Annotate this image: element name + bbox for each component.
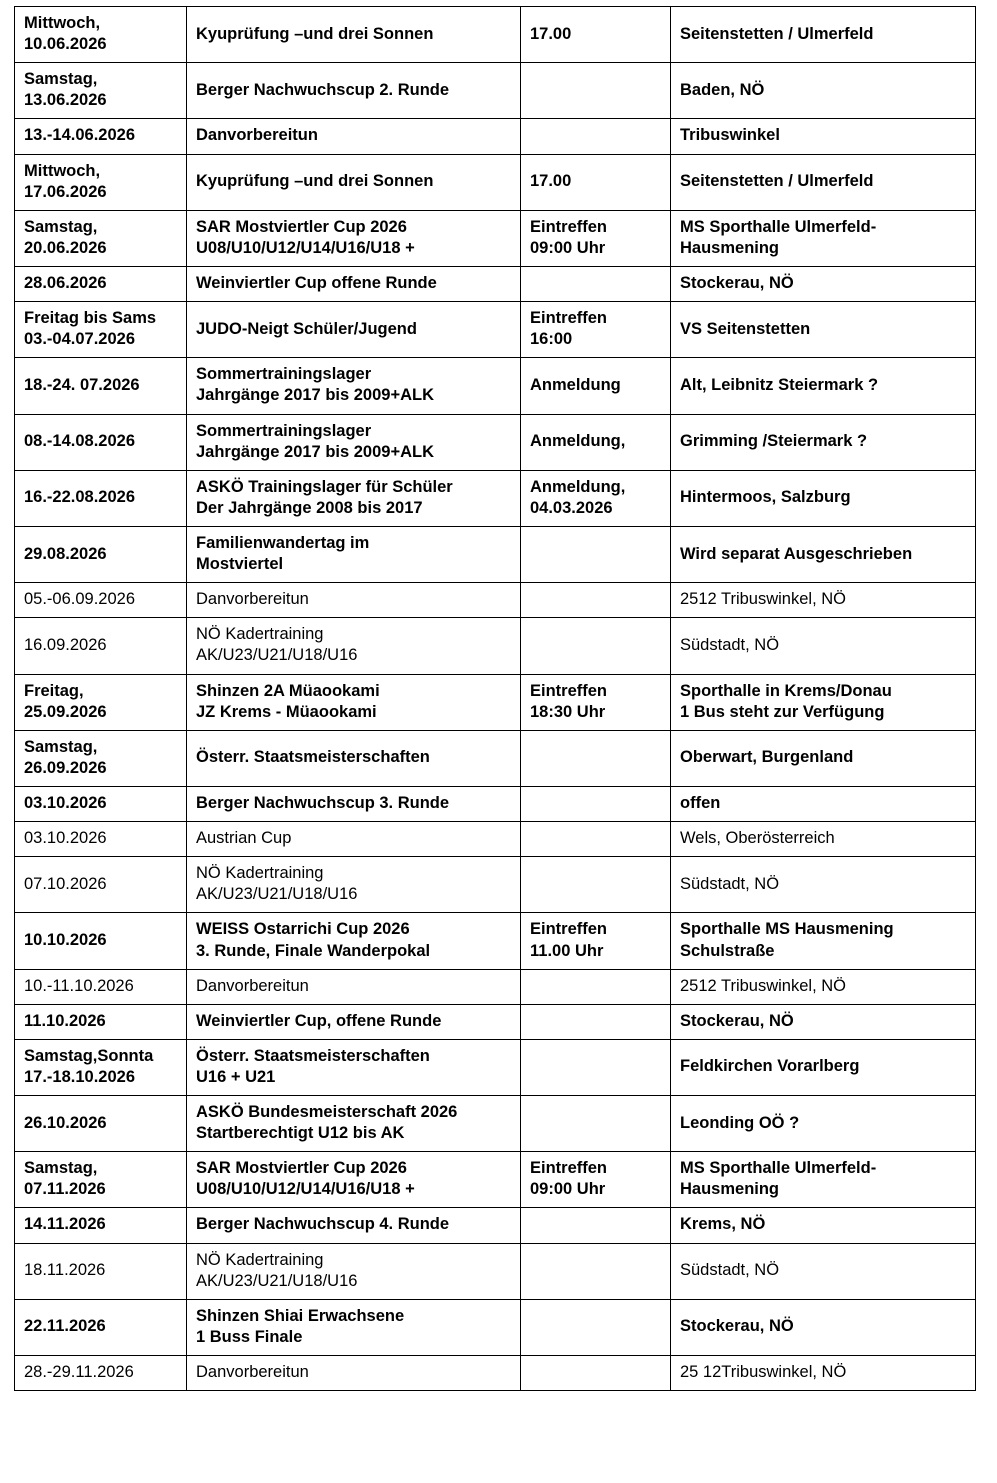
table-row	[15, 618, 976, 674]
cell-place	[671, 119, 976, 154]
cell-date-line: Samstag,Sonnta	[24, 1046, 154, 1065]
cell-place-line: MS Sporthalle Ulmerfeld-	[680, 1159, 877, 1178]
cell-event-line: Mostviertel	[196, 555, 284, 574]
cell-time	[521, 1096, 671, 1152]
cell-place-line: Schulstraße	[680, 941, 775, 960]
cell-place-line: MS Sporthalle Ulmerfeld-	[680, 217, 877, 236]
cell-date-line: 16.09.2026	[24, 635, 107, 654]
cell-time	[521, 470, 671, 526]
cell-place	[671, 1208, 976, 1243]
cell-event-line: 1 Buss Finale	[196, 1327, 303, 1346]
cell-date-line: Samstag,	[24, 70, 98, 89]
table-row	[15, 913, 976, 969]
cell-time	[521, 730, 671, 786]
cell-date-line: Mittwoch,	[24, 14, 101, 32]
cell-place-line: Feldkirchen Vorarlberg	[680, 1057, 860, 1076]
cell-place	[671, 154, 976, 210]
cell-place	[671, 526, 976, 582]
cell-event	[187, 1039, 521, 1095]
cell-event	[187, 1208, 521, 1243]
cell-date-line: 10.10.2026	[24, 930, 107, 949]
table-row	[15, 1152, 976, 1208]
cell-place	[671, 470, 976, 526]
cell-date-line: Samstag,	[24, 737, 98, 756]
cell-place-line: 25 12Tribuswinkel, NÖ	[680, 1363, 847, 1382]
cell-place-line: Südstadt, NÖ	[680, 635, 780, 654]
cell-time	[521, 618, 671, 674]
cell-event-line: Danvorbereitun	[196, 126, 318, 145]
cell-event-line: Danvorbereitun	[196, 1363, 309, 1382]
cell-time	[521, 302, 671, 358]
cell-date	[15, 730, 187, 786]
cell-event-line: SAR Mostviertler Cup 2026	[196, 217, 407, 236]
cell-event-line: Shinzen 2A Müaookami	[196, 681, 380, 700]
cell-event-line: Österr. Staatsmeisterschaften	[196, 748, 430, 767]
cell-event-line: JZ Krems - Müaookami	[196, 702, 377, 721]
cell-time	[521, 969, 671, 1004]
cell-event	[187, 730, 521, 786]
cell-date-line: 05.-06.09.2026	[24, 590, 136, 609]
table-row	[15, 210, 976, 266]
cell-place	[671, 1152, 976, 1208]
cell-time	[521, 63, 671, 119]
cell-place-line: Hausmening	[680, 1180, 780, 1199]
cell-event	[187, 266, 521, 301]
cell-event-line: Berger Nachwuchscup 4. Runde	[196, 1215, 450, 1234]
cell-date-line: 14.11.2026	[24, 1215, 106, 1234]
schedule-table-body	[15, 7, 976, 1391]
cell-date-line: 25.09.2026	[24, 702, 107, 721]
cell-event	[187, 1004, 521, 1039]
cell-date	[15, 618, 187, 674]
cell-event-line: Berger Nachwuchscup 3. Runde	[196, 793, 450, 812]
table-row	[15, 1004, 976, 1039]
cell-event-line: U08/U10/U12/U14/U16/U18 +	[196, 1180, 415, 1199]
cell-event-line: Austrian Cup	[196, 829, 292, 848]
cell-date	[15, 414, 187, 470]
cell-event	[187, 969, 521, 1004]
table-row	[15, 583, 976, 618]
cell-date	[15, 302, 187, 358]
cell-place	[671, 674, 976, 730]
cell-place	[671, 969, 976, 1004]
cell-place-line: VS Seitenstetten	[680, 319, 811, 338]
cell-event-line: JUDO-Neigt Schüler/Jugend	[196, 319, 417, 338]
table-row	[15, 119, 976, 154]
cell-place	[671, 1299, 976, 1355]
table-row	[15, 1096, 976, 1152]
cell-place	[671, 1243, 976, 1299]
cell-event-line: 3. Runde, Finale Wanderpokal	[196, 941, 431, 960]
cell-time-line: 18:30 Uhr	[530, 702, 606, 721]
cell-event-line: WEISS Ostarrichi Cup 2026	[196, 920, 410, 939]
cell-time-line: Anmeldung	[530, 375, 621, 394]
cell-date-line: 26.09.2026	[24, 758, 107, 777]
cell-time-line: Anmeldung,	[530, 432, 626, 451]
cell-place	[671, 822, 976, 857]
cell-time	[521, 1243, 671, 1299]
cell-place	[671, 583, 976, 618]
cell-event-line: Jahrgänge 2017 bis 2009+ALK	[196, 442, 434, 461]
cell-event-line: ASKÖ Bundesmeisterschaft 2026	[196, 1103, 458, 1122]
cell-date-line: 16.-22.08.2026	[24, 488, 136, 507]
cell-place	[671, 618, 976, 674]
cell-event	[187, 1299, 521, 1355]
cell-event-line: Sommertrainingslager	[196, 365, 372, 384]
cell-event-line: Danvorbereitun	[196, 976, 309, 995]
table-row	[15, 1299, 976, 1355]
table-row	[15, 786, 976, 821]
cell-date-line: 13.06.2026	[24, 91, 107, 110]
cell-time-line: Eintreffen	[530, 920, 608, 939]
cell-event	[187, 414, 521, 470]
cell-event-line: Berger Nachwuchscup 2. Runde	[196, 80, 450, 99]
cell-time-line: 09:00 Uhr	[530, 238, 606, 257]
cell-place-line: Südstadt, NÖ	[680, 1261, 780, 1280]
cell-event	[187, 526, 521, 582]
table-row	[15, 822, 976, 857]
cell-place	[671, 1096, 976, 1152]
cell-place-line: 2512 Tribuswinkel, NÖ	[680, 976, 846, 995]
table-row	[15, 1356, 976, 1391]
table-row	[15, 1039, 976, 1095]
cell-date	[15, 857, 187, 913]
cell-place	[671, 210, 976, 266]
cell-date-line: 07.10.2026	[24, 874, 107, 893]
table-row	[15, 358, 976, 414]
cell-event-line: Weinviertler Cup offene Runde	[196, 273, 437, 292]
cell-time	[521, 786, 671, 821]
cell-event	[187, 1356, 521, 1391]
cell-event	[187, 7, 521, 63]
cell-event	[187, 674, 521, 730]
cell-event-line: Danvorbereitun	[196, 590, 309, 609]
cell-date-line: 28.-29.11.2026	[24, 1363, 134, 1382]
cell-time	[521, 1004, 671, 1039]
cell-place-line: Baden, NÖ	[680, 80, 765, 99]
cell-time	[521, 266, 671, 301]
table-row	[15, 154, 976, 210]
cell-place	[671, 1356, 976, 1391]
cell-date-line: 18.11.2026	[24, 1261, 106, 1280]
cell-time-line: Eintreffen	[530, 681, 608, 700]
table-row	[15, 302, 976, 358]
cell-date-line: Freitag,	[24, 681, 84, 700]
cell-date	[15, 822, 187, 857]
cell-time	[521, 526, 671, 582]
cell-place	[671, 857, 976, 913]
cell-place	[671, 414, 976, 470]
cell-place	[671, 302, 976, 358]
cell-event-line: Startberechtigt U12 bis AK	[196, 1124, 405, 1143]
cell-date	[15, 63, 187, 119]
cell-date	[15, 154, 187, 210]
cell-place-line: Alt, Leibnitz Steiermark ?	[680, 375, 879, 394]
cell-event-line: Österr. Staatsmeisterschaften	[196, 1046, 430, 1065]
cell-place-line: Stockerau, NÖ	[680, 1317, 794, 1336]
cell-event-line: Kyuprüfung –und drei Sonnen	[196, 24, 434, 43]
cell-event	[187, 358, 521, 414]
cell-event	[187, 618, 521, 674]
cell-time	[521, 358, 671, 414]
cell-place-line: Wird separat Ausgeschrieben	[680, 544, 913, 563]
cell-place	[671, 266, 976, 301]
cell-event-line: SAR Mostviertler Cup 2026	[196, 1159, 407, 1178]
cell-date	[15, 786, 187, 821]
cell-time-line: 04.03.2026	[530, 498, 613, 517]
cell-time-line: 16:00	[530, 330, 573, 349]
cell-time	[521, 1208, 671, 1243]
cell-time-line: Eintreffen	[530, 1159, 608, 1178]
cell-place-line: Leonding OÖ ?	[680, 1113, 800, 1132]
table-row	[15, 857, 976, 913]
cell-event	[187, 822, 521, 857]
cell-time-line: 17.00	[530, 172, 572, 191]
cell-place-line: Seitenstetten / Ulmerfeld	[680, 172, 874, 191]
cell-date-line: 07.11.2026	[24, 1180, 106, 1199]
cell-place-line: Grimming /Steiermark ?	[680, 432, 868, 451]
cell-event-line: U08/U10/U12/U14/U16/U18 +	[196, 238, 415, 257]
table-row	[15, 1208, 976, 1243]
cell-date-line: 26.10.2026	[24, 1113, 107, 1132]
cell-time	[521, 674, 671, 730]
table-row	[15, 63, 976, 119]
cell-event	[187, 210, 521, 266]
cell-date	[15, 1096, 187, 1152]
cell-date-line: 22.11.2026	[24, 1317, 106, 1336]
cell-date	[15, 1004, 187, 1039]
cell-time	[521, 822, 671, 857]
cell-event-line: Familienwandertag im	[196, 533, 370, 552]
cell-time	[521, 1356, 671, 1391]
cell-event	[187, 857, 521, 913]
cell-time-line: 09:00 Uhr	[530, 1180, 606, 1199]
cell-date-line: 17.-18.10.2026	[24, 1067, 136, 1086]
cell-time	[521, 7, 671, 63]
cell-date-line: 20.06.2026	[24, 238, 107, 257]
cell-event-line: NÖ Kadertraining	[196, 625, 324, 644]
cell-place-line: Sporthalle in Krems/Donau	[680, 681, 892, 700]
cell-date-line: 03.10.2026	[24, 793, 107, 812]
cell-date	[15, 119, 187, 154]
cell-event-line: Weinviertler Cup, offene Runde	[196, 1011, 442, 1030]
cell-place	[671, 1004, 976, 1039]
cell-place-line: Hausmening	[680, 238, 780, 257]
cell-date	[15, 1243, 187, 1299]
cell-date-line: 17.06.2026	[24, 182, 107, 201]
table-row	[15, 470, 976, 526]
cell-time-line: 17.00	[530, 24, 572, 43]
cell-place-line: offen	[680, 793, 721, 812]
cell-event	[187, 470, 521, 526]
cell-event-line: Shinzen Shiai Erwachsene	[196, 1306, 405, 1325]
cell-place-line: 1 Bus steht zur Verfügung	[680, 702, 885, 721]
cell-place	[671, 730, 976, 786]
cell-event-line: Jahrgänge 2017 bis 2009+ALK	[196, 386, 434, 405]
cell-place	[671, 1039, 976, 1095]
table-row	[15, 266, 976, 301]
cell-date-line: 18.-24. 07.2026	[24, 375, 140, 394]
cell-date-line: 29.08.2026	[24, 544, 107, 563]
cell-place-line: Stockerau, NÖ	[680, 273, 794, 292]
cell-event-line: Der Jahrgänge 2008 bis 2017	[196, 498, 423, 517]
cell-event	[187, 1243, 521, 1299]
cell-date	[15, 358, 187, 414]
cell-event-line: ASKÖ Trainingslager für Schüler	[196, 477, 453, 496]
cell-event	[187, 1152, 521, 1208]
cell-place-line: Krems, NÖ	[680, 1215, 766, 1234]
cell-time	[521, 1039, 671, 1095]
cell-date-line: 10.06.2026	[24, 35, 107, 54]
cell-time-line: Eintreffen	[530, 217, 608, 236]
cell-event-line: U16 + U21	[196, 1067, 276, 1086]
cell-time-line: 11.00 Uhr	[530, 941, 604, 960]
cell-event-line: Kyuprüfung –und drei Sonnen	[196, 172, 434, 191]
cell-date-line: 03.10.2026	[24, 829, 107, 848]
cell-event	[187, 302, 521, 358]
cell-time-line: Eintreffen	[530, 309, 608, 328]
cell-event-line: NÖ Kadertraining	[196, 864, 324, 883]
cell-event-line: NÖ Kadertraining	[196, 1250, 324, 1269]
cell-date-line: Samstag,	[24, 1159, 98, 1178]
cell-date-line: Mittwoch,	[24, 161, 101, 180]
cell-date	[15, 1039, 187, 1095]
cell-place	[671, 63, 976, 119]
cell-date-line: 10.-11.10.2026	[24, 976, 134, 995]
cell-place-line: Seitenstetten / Ulmerfeld	[680, 24, 874, 43]
cell-date	[15, 470, 187, 526]
cell-time	[521, 1152, 671, 1208]
cell-place-line: Oberwart, Burgenland	[680, 748, 854, 767]
table-row	[15, 969, 976, 1004]
cell-date	[15, 1152, 187, 1208]
cell-date	[15, 1356, 187, 1391]
cell-date-line: 28.06.2026	[24, 273, 107, 292]
cell-date	[15, 1208, 187, 1243]
cell-place-line: Südstadt, NÖ	[680, 874, 780, 893]
table-row	[15, 526, 976, 582]
cell-place-line: Tribuswinkel	[680, 126, 780, 145]
table-row	[15, 1243, 976, 1299]
cell-time	[521, 583, 671, 618]
cell-event	[187, 119, 521, 154]
cell-date	[15, 7, 187, 63]
cell-time	[521, 154, 671, 210]
cell-event	[187, 583, 521, 618]
cell-place-line: Hintermoos, Salzburg	[680, 488, 851, 507]
cell-event	[187, 786, 521, 821]
cell-place-line: Wels, Oberösterreich	[680, 829, 835, 848]
cell-place	[671, 358, 976, 414]
cell-date-line: 08.-14.08.2026	[24, 432, 136, 451]
cell-date-line: Samstag,	[24, 217, 98, 236]
cell-date-line: 13.-14.06.2026	[24, 126, 136, 145]
cell-place	[671, 7, 976, 63]
cell-date	[15, 583, 187, 618]
cell-date	[15, 266, 187, 301]
cell-time	[521, 414, 671, 470]
cell-place-line: Sporthalle MS Hausmening	[680, 920, 894, 939]
cell-event-line: AK/U23/U21/U18/U16	[196, 885, 358, 904]
cell-event-line: Sommertrainingslager	[196, 421, 372, 440]
cell-time	[521, 119, 671, 154]
schedule-table	[14, 6, 976, 1391]
cell-date-line: Freitag bis Sams	[24, 309, 157, 328]
cell-date	[15, 210, 187, 266]
table-row	[15, 7, 976, 63]
cell-event	[187, 154, 521, 210]
cell-place-line: 2512 Tribuswinkel, NÖ	[680, 590, 846, 609]
table-row	[15, 730, 976, 786]
cell-date	[15, 674, 187, 730]
cell-date	[15, 969, 187, 1004]
table-row	[15, 414, 976, 470]
cell-date	[15, 526, 187, 582]
cell-date	[15, 1299, 187, 1355]
cell-event-line: AK/U23/U21/U18/U16	[196, 646, 358, 665]
cell-date-line: 03.-04.07.2026	[24, 330, 136, 349]
cell-time	[521, 210, 671, 266]
cell-time	[521, 913, 671, 969]
table-row	[15, 674, 976, 730]
cell-time-line: Anmeldung,	[530, 477, 626, 496]
cell-date	[15, 913, 187, 969]
cell-time	[521, 1299, 671, 1355]
cell-event	[187, 63, 521, 119]
cell-place	[671, 913, 976, 969]
cell-event	[187, 1096, 521, 1152]
cell-date-line: 11.10.2026	[24, 1011, 106, 1030]
cell-place	[671, 786, 976, 821]
cell-event-line: AK/U23/U21/U18/U16	[196, 1271, 358, 1290]
cell-place-line: Stockerau, NÖ	[680, 1011, 794, 1030]
cell-time	[521, 857, 671, 913]
cell-event	[187, 913, 521, 969]
